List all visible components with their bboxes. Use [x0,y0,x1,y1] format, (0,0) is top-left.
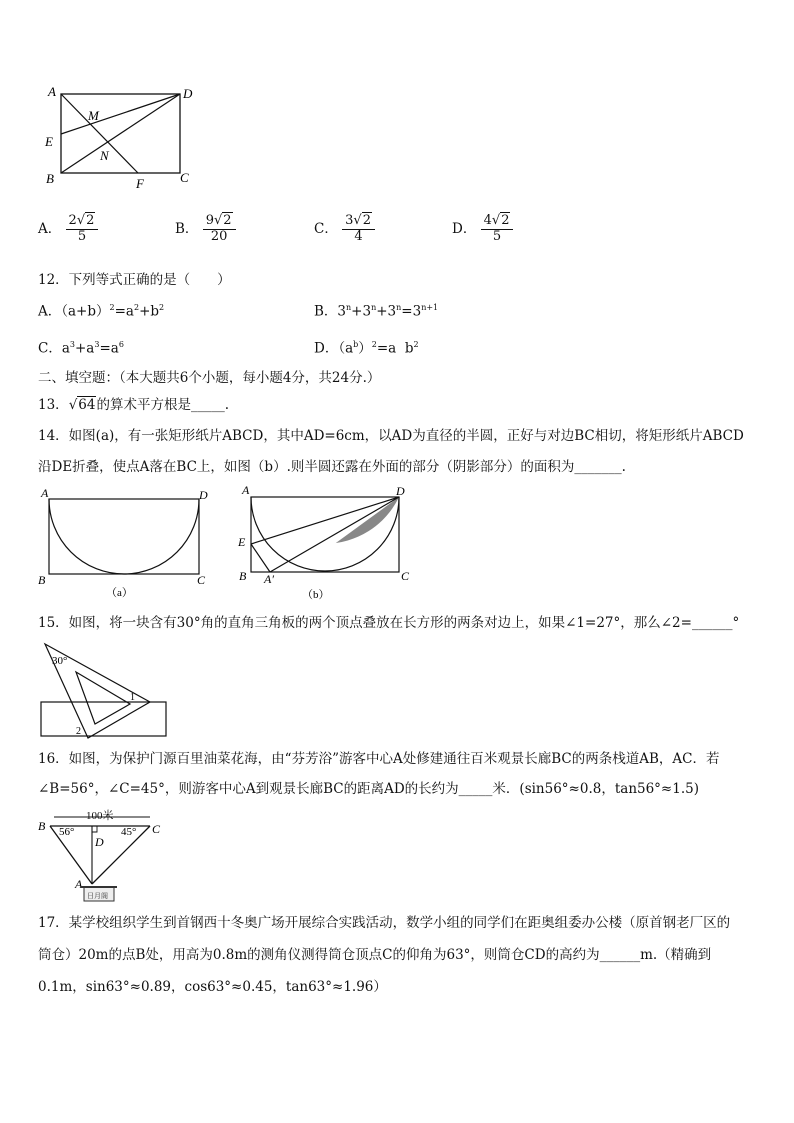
q14a-label-d: D [199,488,208,502]
q16-line2: ∠B=56°，∠C=45°，则游客中心A到观景长廊BC的距离AD的长约为_____米．(sin56°≈0.8，tan56°≈1.5) [38,781,699,797]
sqrt-symbol-icon: √ [68,397,78,413]
q16-figure [34,804,170,904]
q14-figure-b [234,482,420,602]
q11-option-b[interactable]: B． $\frac{9√2}{20}$ [175,214,236,245]
q16-angle-b: 56° [59,826,75,838]
q16-label-a: A [75,877,83,891]
q14a-label-c: C [197,573,206,587]
q17-line3: 0.1m，sin63°≈0.89，cos63°≈0.45，tan63°≈1.96） [38,979,387,995]
q11-option-d-fraction: $\frac{4√2}{5}$ [481,214,514,245]
q16-building-label: 日月阁 [87,892,108,900]
q14b-label-e: E [238,535,246,549]
q14b-caption: （b） [302,589,330,601]
q16-angle-c: 45° [121,826,137,838]
q11-option-b-fraction: $\frac{9√2}{20}$ [203,214,236,245]
q11-label-m: M [88,108,99,123]
q11-label-f: F [136,176,144,191]
q11-label-n: N [100,148,109,163]
q14b-label-c: C [401,569,410,583]
q15-triangle-figure [38,638,170,740]
q16-line1: 16．如图，为保护门源百里油菜花海，由“芬芳浴”游客中心A处修建通往百米观景长廊BC的两条栈道AB，AC．若 [38,751,720,767]
q14a-label-b: B [38,573,46,587]
q16-length-label: 100米 [86,810,114,822]
q16-label-b: B [38,819,46,833]
q16-label-d: D [95,835,104,849]
q14b-label-b: B [239,569,247,583]
q14b-label-a: A [242,483,250,497]
q11-label-b: B [46,171,54,186]
q14a-caption: （a） [106,587,133,599]
q15-text: 15．如图，将一块含有30°角的直角三角板的两个顶点叠放在长方形的两条对边上，如果∠1=27°，那么∠2=______° [38,615,740,631]
q14a-label-a: A [41,486,49,500]
q11-option-c[interactable]: C． $\frac{3√2}{4}$ [314,214,375,245]
q14-line1: 14．如图(a)，有一张矩形纸片ABCD，其中AD=6cm，以AD为直径的半圆，正好与对边BC相切，将矩形纸片ABCD [38,428,744,444]
q14-figure-a [36,484,216,602]
q14b-label-d: D [396,484,405,498]
q12-option-a[interactable]: A．$(a+b)^2=a^2+b^2$ [38,303,165,320]
q15-angle-30: 30° [52,655,68,667]
q11-option-a[interactable]: A． $\frac{2√2}{5}$ [38,214,98,245]
q11-label-e: E [45,134,53,149]
q11-label-a: A [48,84,56,99]
q15-angle-2: 2 [76,726,81,737]
q12-option-d[interactable]: D．$(a^b)^2=a$ $b^2$ [314,340,419,357]
q11-label-d: D [183,86,193,101]
q12-option-b[interactable]: B．$3^n+3^n+3^n=3^{n+1}$ [314,303,439,320]
q15-angle-1: 1 [130,692,135,703]
q17-line1: 17．某学校组织学生到首钢西十冬奥广场开展综合实践活动，数学小组的同学们在距奥组委办公楼（原首钢老厂区的 [38,915,731,931]
q11-option-a-fraction: $\frac{2√2}{5}$ [66,214,99,245]
q17-line2: 筒仓）20m的点B处，用高为0.8m的测角仪测得筒仓顶点C的仰角为63°，则筒仓CD的高约为______m.（精确到 [38,947,712,963]
q14b-label-a-prime: A′ [264,572,274,586]
q11-option-c-fraction: $\frac{3√2}{4}$ [342,214,375,245]
q14-line2: 沿DE折叠，使点A落在BC上，如图（b）.则半圆还露在外面的部分（阴影部分）的面积为_______. [38,459,626,475]
q16-label-c: C [152,822,161,836]
q13-text: 13．√64的算术平方根是_____. [38,397,230,413]
q11-rectangle-figure [40,82,210,192]
q12-option-c[interactable]: C．$a^3+a^3=a^6$ [38,340,124,357]
q12-stem: 12．下列等式正确的是（ ） [38,272,231,288]
q11-option-d[interactable]: D． $\frac{4√2}{5}$ [452,214,513,245]
q11-label-c: C [180,170,189,185]
section-heading: 二、填空题：（本大题共6个小题，每小题4分，共24分.） [38,370,381,386]
